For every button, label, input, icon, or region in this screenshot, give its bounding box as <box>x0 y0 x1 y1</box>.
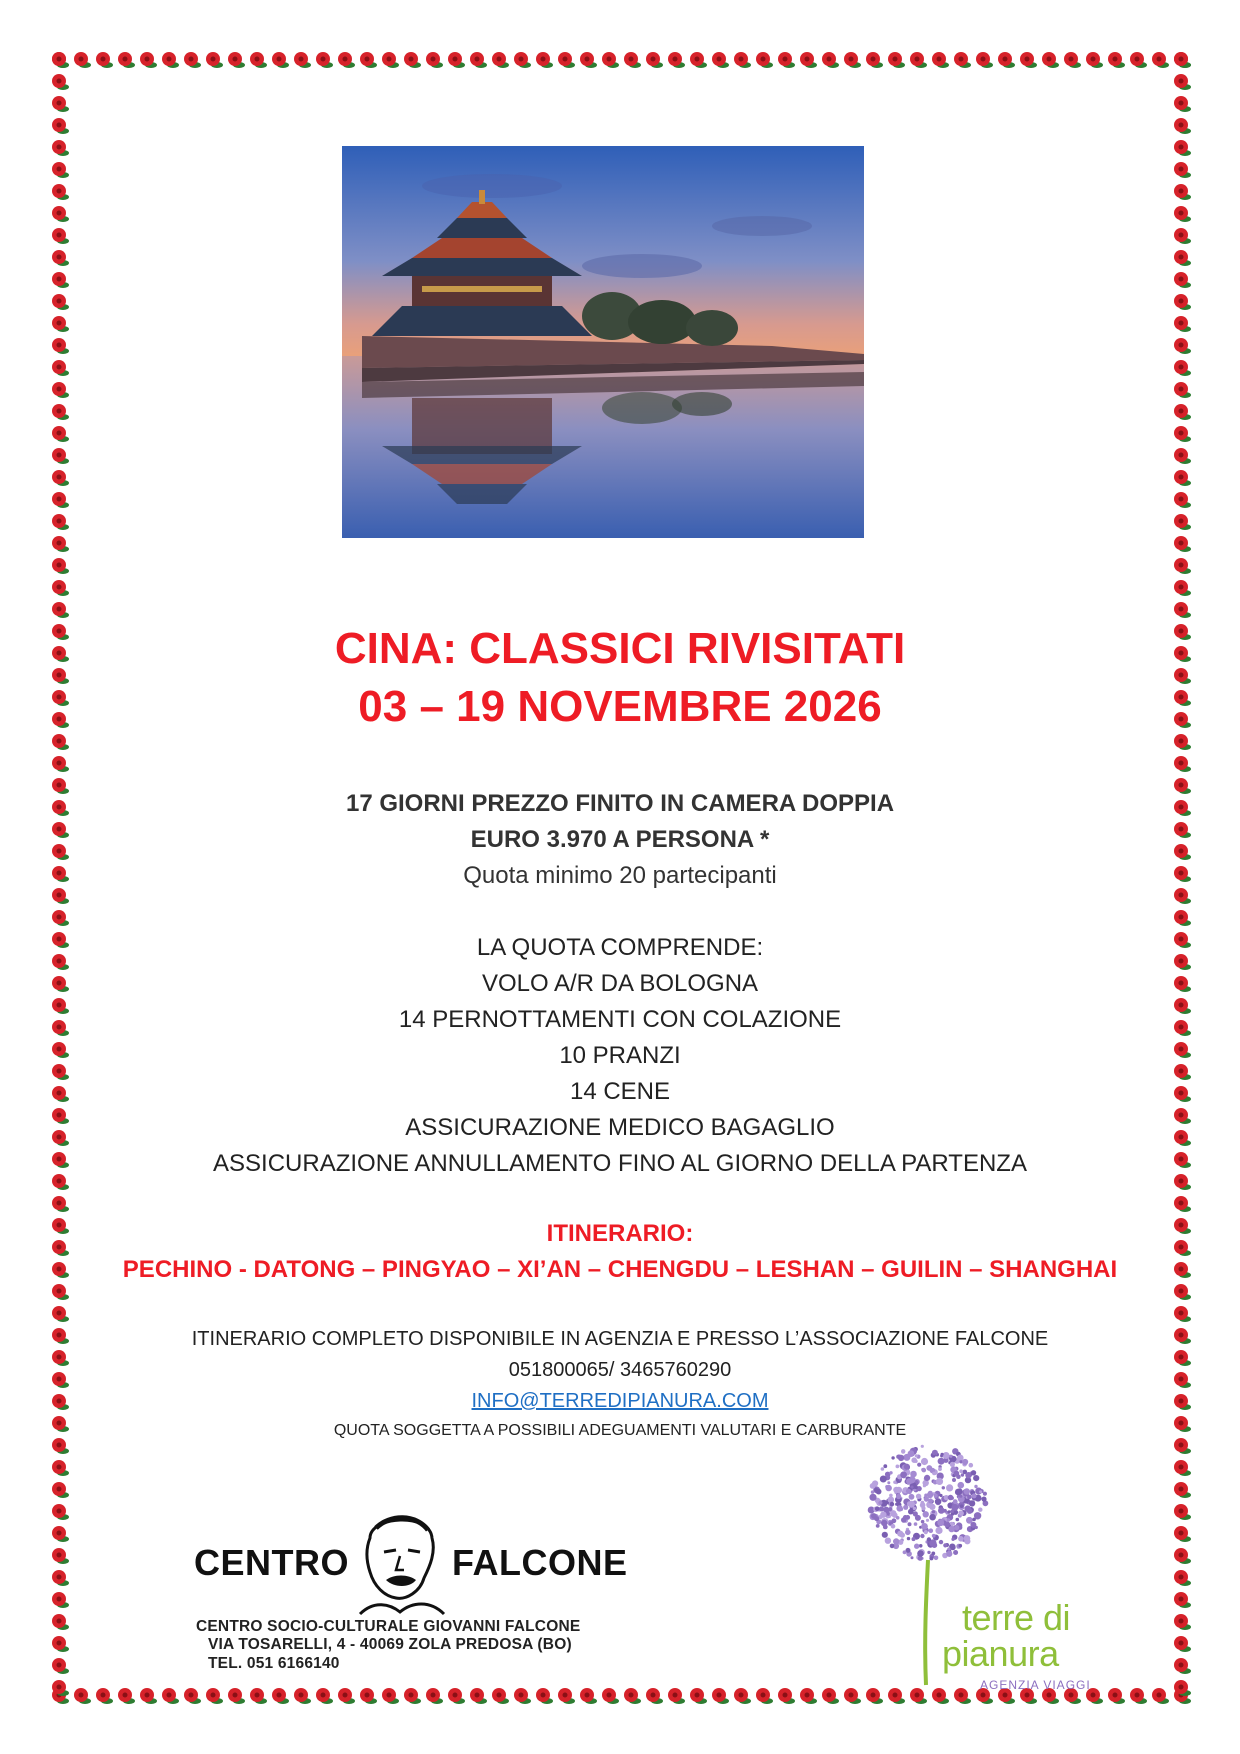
border-flower-icon <box>52 118 69 134</box>
border-flower-icon <box>954 1688 971 1704</box>
floral-border-top <box>48 48 1192 70</box>
border-flower-icon <box>1152 52 1169 68</box>
logo-phone: TEL. 051 6166140 <box>208 1655 340 1672</box>
includes-item: 10 PRANZI <box>559 1042 681 1069</box>
border-flower-icon <box>52 1438 69 1454</box>
border-flower-icon <box>932 52 949 68</box>
border-flower-icon <box>52 294 69 310</box>
border-flower-icon <box>52 1658 69 1674</box>
includes-block <box>90 930 1150 1182</box>
border-flower-icon <box>52 1262 69 1278</box>
border-flower-icon <box>52 250 69 266</box>
border-flower-icon <box>360 52 377 68</box>
border-flower-icon <box>52 1460 69 1476</box>
border-flower-icon <box>932 1688 949 1704</box>
border-flower-icon <box>1174 140 1191 156</box>
border-flower-icon <box>52 954 69 970</box>
border-flower-icon <box>1174 646 1191 662</box>
includes-item: 14 PERNOTTAMENTI CON COLAZIONE <box>398 1006 842 1033</box>
border-flower-icon <box>1174 1152 1191 1168</box>
border-flower-icon <box>1174 1174 1191 1190</box>
border-flower-icon <box>1174 228 1191 244</box>
border-flower-icon <box>1174 1680 1191 1696</box>
border-flower-icon <box>448 1688 465 1704</box>
border-flower-icon <box>52 448 69 464</box>
border-flower-icon <box>52 800 69 816</box>
border-flower-icon <box>822 52 839 68</box>
border-flower-icon <box>74 52 91 68</box>
border-flower-icon <box>52 96 69 112</box>
border-flower-icon <box>250 52 267 68</box>
border-flower-icon <box>272 1688 289 1704</box>
logo-word-falcone: FALCONE <box>452 1542 628 1583</box>
border-flower-icon <box>536 1688 553 1704</box>
border-flower-icon <box>52 1306 69 1322</box>
border-flower-icon <box>844 52 861 68</box>
itinerary-heading: ITINERARIO: <box>546 1220 694 1247</box>
border-flower-icon <box>52 536 69 552</box>
border-flower-icon <box>52 998 69 1014</box>
offer-block <box>90 786 1150 894</box>
border-flower-icon <box>52 184 69 200</box>
border-flower-icon <box>888 52 905 68</box>
border-flower-icon <box>756 1688 773 1704</box>
border-flower-icon <box>1174 1372 1191 1388</box>
border-flower-icon <box>668 52 685 68</box>
border-flower-icon <box>954 52 971 68</box>
border-flower-icon <box>1174 1218 1191 1234</box>
border-flower-icon <box>1174 844 1191 860</box>
border-flower-icon <box>844 1688 861 1704</box>
border-flower-icon <box>52 272 69 288</box>
border-flower-icon <box>1174 184 1191 200</box>
border-flower-icon <box>470 52 487 68</box>
border-flower-icon <box>1174 426 1191 442</box>
border-flower-icon <box>52 844 69 860</box>
border-flower-icon <box>52 316 69 332</box>
title-line-2: 03 – 19 NOVEMBRE 2026 <box>358 682 882 731</box>
border-flower-icon <box>536 52 553 68</box>
border-flower-icon <box>426 1688 443 1704</box>
border-flower-icon <box>1130 1688 1147 1704</box>
border-flower-icon <box>52 976 69 992</box>
border-flower-icon <box>1174 954 1191 970</box>
border-flower-icon <box>1174 1196 1191 1212</box>
border-flower-icon <box>1174 668 1191 684</box>
border-flower-icon <box>1174 602 1191 618</box>
border-flower-icon <box>580 52 597 68</box>
email-link[interactable]: INFO@TERREDIPIANURA.COM <box>471 1390 769 1412</box>
border-flower-icon <box>52 140 69 156</box>
hero-photo <box>342 146 864 538</box>
border-flower-icon <box>52 690 69 706</box>
border-flower-icon <box>1174 1284 1191 1300</box>
border-flower-icon <box>206 52 223 68</box>
border-flower-icon <box>316 52 333 68</box>
border-flower-icon <box>1174 1592 1191 1608</box>
price-note: QUOTA SOGGETTA A POSSIBILI ADEGUAMENTI VALUTARI E CARBURANTE <box>333 1422 907 1439</box>
border-flower-icon <box>1174 1306 1191 1322</box>
border-flower-icon <box>1174 1460 1191 1476</box>
centro-falcone-logo <box>190 1508 630 1672</box>
border-flower-icon <box>162 1688 179 1704</box>
border-flower-icon <box>976 52 993 68</box>
border-flower-icon <box>52 1064 69 1080</box>
border-flower-icon <box>1130 52 1147 68</box>
border-flower-icon <box>52 52 69 68</box>
terre-di-pianura-logo <box>866 1440 1106 1690</box>
border-flower-icon <box>52 1614 69 1630</box>
border-flower-icon <box>140 52 157 68</box>
border-flower-icon <box>1174 52 1191 68</box>
border-flower-icon <box>1174 1042 1191 1058</box>
border-flower-icon <box>140 1688 157 1704</box>
border-flower-icon <box>712 1688 729 1704</box>
border-flower-icon <box>448 52 465 68</box>
border-flower-icon <box>52 1504 69 1520</box>
border-flower-icon <box>1174 976 1191 992</box>
border-flower-icon <box>52 404 69 420</box>
border-flower-icon <box>118 52 135 68</box>
border-flower-icon <box>558 1688 575 1704</box>
border-flower-icon <box>1174 1636 1191 1652</box>
border-flower-icon <box>52 712 69 728</box>
border-flower-icon <box>1086 52 1103 68</box>
border-flower-icon <box>338 1688 355 1704</box>
border-flower-icon <box>250 1688 267 1704</box>
border-flower-icon <box>1174 866 1191 882</box>
border-flower-icon <box>206 1688 223 1704</box>
includes-item: ASSICURAZIONE ANNULLAMENTO FINO AL GIORNO DELLA PARTENZA <box>213 1150 1027 1177</box>
border-flower-icon <box>998 52 1015 68</box>
border-flower-icon <box>52 360 69 376</box>
border-flower-icon <box>1174 734 1191 750</box>
border-flower-icon <box>1174 998 1191 1014</box>
border-flower-icon <box>1174 1108 1191 1124</box>
border-flower-icon <box>1174 382 1191 398</box>
border-flower-icon <box>1174 404 1191 420</box>
border-flower-icon <box>668 1688 685 1704</box>
border-flower-icon <box>756 52 773 68</box>
border-flower-icon <box>778 1688 795 1704</box>
border-flower-icon <box>1174 74 1191 90</box>
border-flower-icon <box>52 1152 69 1168</box>
border-flower-icon <box>52 756 69 772</box>
border-flower-icon <box>580 1688 597 1704</box>
border-flower-icon <box>96 52 113 68</box>
border-flower-icon <box>52 668 69 684</box>
border-flower-icon <box>1174 338 1191 354</box>
border-flower-icon <box>52 1372 69 1388</box>
border-flower-icon <box>118 1688 135 1704</box>
includes-item: VOLO A/R DA BOLOGNA <box>481 970 759 997</box>
border-flower-icon <box>52 426 69 442</box>
border-flower-icon <box>1152 1688 1169 1704</box>
border-flower-icon <box>1174 448 1191 464</box>
border-flower-icon <box>712 52 729 68</box>
border-flower-icon <box>52 1196 69 1212</box>
border-flower-icon <box>294 1688 311 1704</box>
border-flower-icon <box>52 206 69 222</box>
border-flower-icon <box>52 162 69 178</box>
border-flower-icon <box>426 52 443 68</box>
border-flower-icon <box>1174 690 1191 706</box>
border-flower-icon <box>228 1688 245 1704</box>
border-flower-icon <box>734 1688 751 1704</box>
border-flower-icon <box>558 52 575 68</box>
border-flower-icon <box>910 52 927 68</box>
border-flower-icon <box>1174 1548 1191 1564</box>
border-flower-icon <box>866 52 883 68</box>
border-flower-icon <box>514 1688 531 1704</box>
border-flower-icon <box>1174 1350 1191 1366</box>
border-flower-icon <box>1174 1614 1191 1630</box>
border-flower-icon <box>1174 360 1191 376</box>
border-flower-icon <box>1174 822 1191 838</box>
border-flower-icon <box>1108 1688 1125 1704</box>
border-flower-icon <box>1174 316 1191 332</box>
border-flower-icon <box>646 1688 663 1704</box>
border-flower-icon <box>184 52 201 68</box>
offer-minimum: Quota minimo 20 partecipanti <box>463 862 777 889</box>
border-flower-icon <box>1108 52 1125 68</box>
border-flower-icon <box>404 1688 421 1704</box>
border-flower-icon <box>52 910 69 926</box>
border-flower-icon <box>1174 1438 1191 1454</box>
logo-address: VIA TOSARELLI, 4 - 40069 ZOLA PREDOSA (BO) <box>208 1636 572 1653</box>
border-flower-icon <box>52 888 69 904</box>
itinerary-route: PECHINO - DATONG – PINGYAO – XI’AN – CHENGDU – LESHAN – GUILIN – SHANGHAI <box>122 1256 1118 1283</box>
border-flower-icon <box>624 1688 641 1704</box>
border-flower-icon <box>1174 118 1191 134</box>
border-flower-icon <box>52 778 69 794</box>
includes-item: 14 CENE <box>569 1078 671 1105</box>
border-flower-icon <box>1174 206 1191 222</box>
border-flower-icon <box>646 52 663 68</box>
offer-duration: 17 GIORNI PREZZO FINITO IN CAMERA DOPPIA <box>345 790 895 817</box>
border-flower-icon <box>228 52 245 68</box>
border-flower-icon <box>52 1350 69 1366</box>
border-flower-icon <box>1174 1130 1191 1146</box>
border-flower-icon <box>1174 1240 1191 1256</box>
border-flower-icon <box>1174 294 1191 310</box>
border-flower-icon <box>52 1020 69 1036</box>
border-flower-icon <box>1174 800 1191 816</box>
border-flower-icon <box>52 558 69 574</box>
border-flower-icon <box>294 52 311 68</box>
border-flower-icon <box>910 1688 927 1704</box>
border-flower-icon <box>404 52 421 68</box>
border-flower-icon <box>52 1130 69 1146</box>
border-flower-icon <box>52 624 69 640</box>
brand-line-1: terre di <box>962 1597 1071 1638</box>
border-flower-icon <box>1174 624 1191 640</box>
title-line-1: CINA: CLASSICI RIVISITATI <box>334 624 906 673</box>
border-flower-icon <box>1174 250 1191 266</box>
border-flower-icon <box>734 52 751 68</box>
itinerary-block <box>90 1216 1150 1288</box>
border-flower-icon <box>316 1688 333 1704</box>
border-flower-icon <box>800 52 817 68</box>
border-flower-icon <box>1174 1086 1191 1102</box>
border-flower-icon <box>492 52 509 68</box>
border-flower-icon <box>52 602 69 618</box>
border-flower-icon <box>1174 536 1191 552</box>
border-flower-icon <box>1174 888 1191 904</box>
border-flower-icon <box>866 1688 883 1704</box>
border-flower-icon <box>52 866 69 882</box>
offer-price: EURO 3.970 A PERSONA * <box>470 826 770 853</box>
border-flower-icon <box>338 52 355 68</box>
border-flower-icon <box>1174 470 1191 486</box>
border-flower-icon <box>690 52 707 68</box>
border-flower-icon <box>52 734 69 750</box>
border-flower-icon <box>1174 1416 1191 1432</box>
border-flower-icon <box>52 1086 69 1102</box>
border-flower-icon <box>1174 1394 1191 1410</box>
brand-tagline: AGENZIA VIAGGI <box>980 1678 1091 1692</box>
includes-heading: LA QUOTA COMPRENDE: <box>476 934 764 961</box>
border-flower-icon <box>52 492 69 508</box>
border-flower-icon <box>1174 1526 1191 1542</box>
border-flower-icon <box>52 1526 69 1542</box>
border-flower-icon <box>52 470 69 486</box>
border-flower-icon <box>52 1328 69 1344</box>
availability-text: ITINERARIO COMPLETO DISPONIBILE IN AGENZIA E PRESSO L’ASSOCIAZIONE FALCONE <box>191 1328 1049 1350</box>
border-flower-icon <box>1174 1570 1191 1586</box>
logo-org-name: CENTRO SOCIO-CULTURALE GIOVANNI FALCONE <box>196 1618 581 1635</box>
border-flower-icon <box>52 1042 69 1058</box>
floral-border-right <box>1170 48 1192 1706</box>
border-flower-icon <box>690 1688 707 1704</box>
border-flower-icon <box>52 74 69 90</box>
floral-border-left <box>48 48 70 1706</box>
border-flower-icon <box>1174 1328 1191 1344</box>
border-flower-icon <box>1174 910 1191 926</box>
border-flower-icon <box>1174 492 1191 508</box>
border-flower-icon <box>52 1680 69 1696</box>
border-flower-icon <box>52 1592 69 1608</box>
border-flower-icon <box>52 1482 69 1498</box>
border-flower-icon <box>360 1688 377 1704</box>
border-flower-icon <box>778 52 795 68</box>
border-flower-icon <box>52 1570 69 1586</box>
border-flower-icon <box>1174 1658 1191 1674</box>
border-flower-icon <box>1174 1262 1191 1278</box>
border-flower-icon <box>52 822 69 838</box>
border-flower-icon <box>272 52 289 68</box>
border-flower-icon <box>52 580 69 596</box>
border-flower-icon <box>1020 52 1037 68</box>
border-flower-icon <box>382 52 399 68</box>
border-flower-icon <box>1174 1064 1191 1080</box>
border-flower-icon <box>162 52 179 68</box>
border-flower-icon <box>52 1108 69 1124</box>
border-flower-icon <box>52 1218 69 1234</box>
border-flower-icon <box>74 1688 91 1704</box>
border-flower-icon <box>1174 1020 1191 1036</box>
border-flower-icon <box>52 1174 69 1190</box>
info-block <box>90 1324 1150 1445</box>
border-flower-icon <box>52 1394 69 1410</box>
border-flower-icon <box>1174 514 1191 530</box>
border-flower-icon <box>184 1688 201 1704</box>
border-flower-icon <box>888 1688 905 1704</box>
border-flower-icon <box>1174 272 1191 288</box>
border-flower-icon <box>1174 96 1191 112</box>
border-flower-icon <box>492 1688 509 1704</box>
border-flower-icon <box>52 228 69 244</box>
border-flower-icon <box>800 1688 817 1704</box>
border-flower-icon <box>52 1548 69 1564</box>
border-flower-icon <box>822 1688 839 1704</box>
border-flower-icon <box>52 338 69 354</box>
border-flower-icon <box>602 1688 619 1704</box>
border-flower-icon <box>52 1240 69 1256</box>
border-flower-icon <box>52 1416 69 1432</box>
border-flower-icon <box>1174 558 1191 574</box>
phone-numbers: 051800065/ 3465760290 <box>508 1359 732 1381</box>
border-flower-icon <box>1064 52 1081 68</box>
brand-line-2: pianura <box>942 1633 1059 1674</box>
border-flower-icon <box>52 932 69 948</box>
border-flower-icon <box>1174 1482 1191 1498</box>
border-flower-icon <box>1174 756 1191 772</box>
portrait-sketch-icon <box>350 1508 450 1620</box>
border-flower-icon <box>96 1688 113 1704</box>
border-flower-icon <box>52 514 69 530</box>
border-flower-icon <box>1174 162 1191 178</box>
border-flower-icon <box>1174 1504 1191 1520</box>
logo-word-centro: CENTRO <box>194 1542 349 1583</box>
border-flower-icon <box>470 1688 487 1704</box>
border-flower-icon <box>514 52 531 68</box>
border-flower-icon <box>52 1284 69 1300</box>
border-flower-icon <box>624 52 641 68</box>
border-flower-icon <box>1042 52 1059 68</box>
border-flower-icon <box>1174 580 1191 596</box>
border-flower-icon <box>52 646 69 662</box>
border-flower-icon <box>1174 778 1191 794</box>
poster-title <box>90 620 1150 736</box>
border-flower-icon <box>382 1688 399 1704</box>
border-flower-icon <box>1174 712 1191 728</box>
border-flower-icon <box>1174 932 1191 948</box>
border-flower-icon <box>602 52 619 68</box>
border-flower-icon <box>52 382 69 398</box>
border-flower-icon <box>52 1636 69 1652</box>
includes-item: ASSICURAZIONE MEDICO BAGAGLIO <box>405 1114 835 1141</box>
